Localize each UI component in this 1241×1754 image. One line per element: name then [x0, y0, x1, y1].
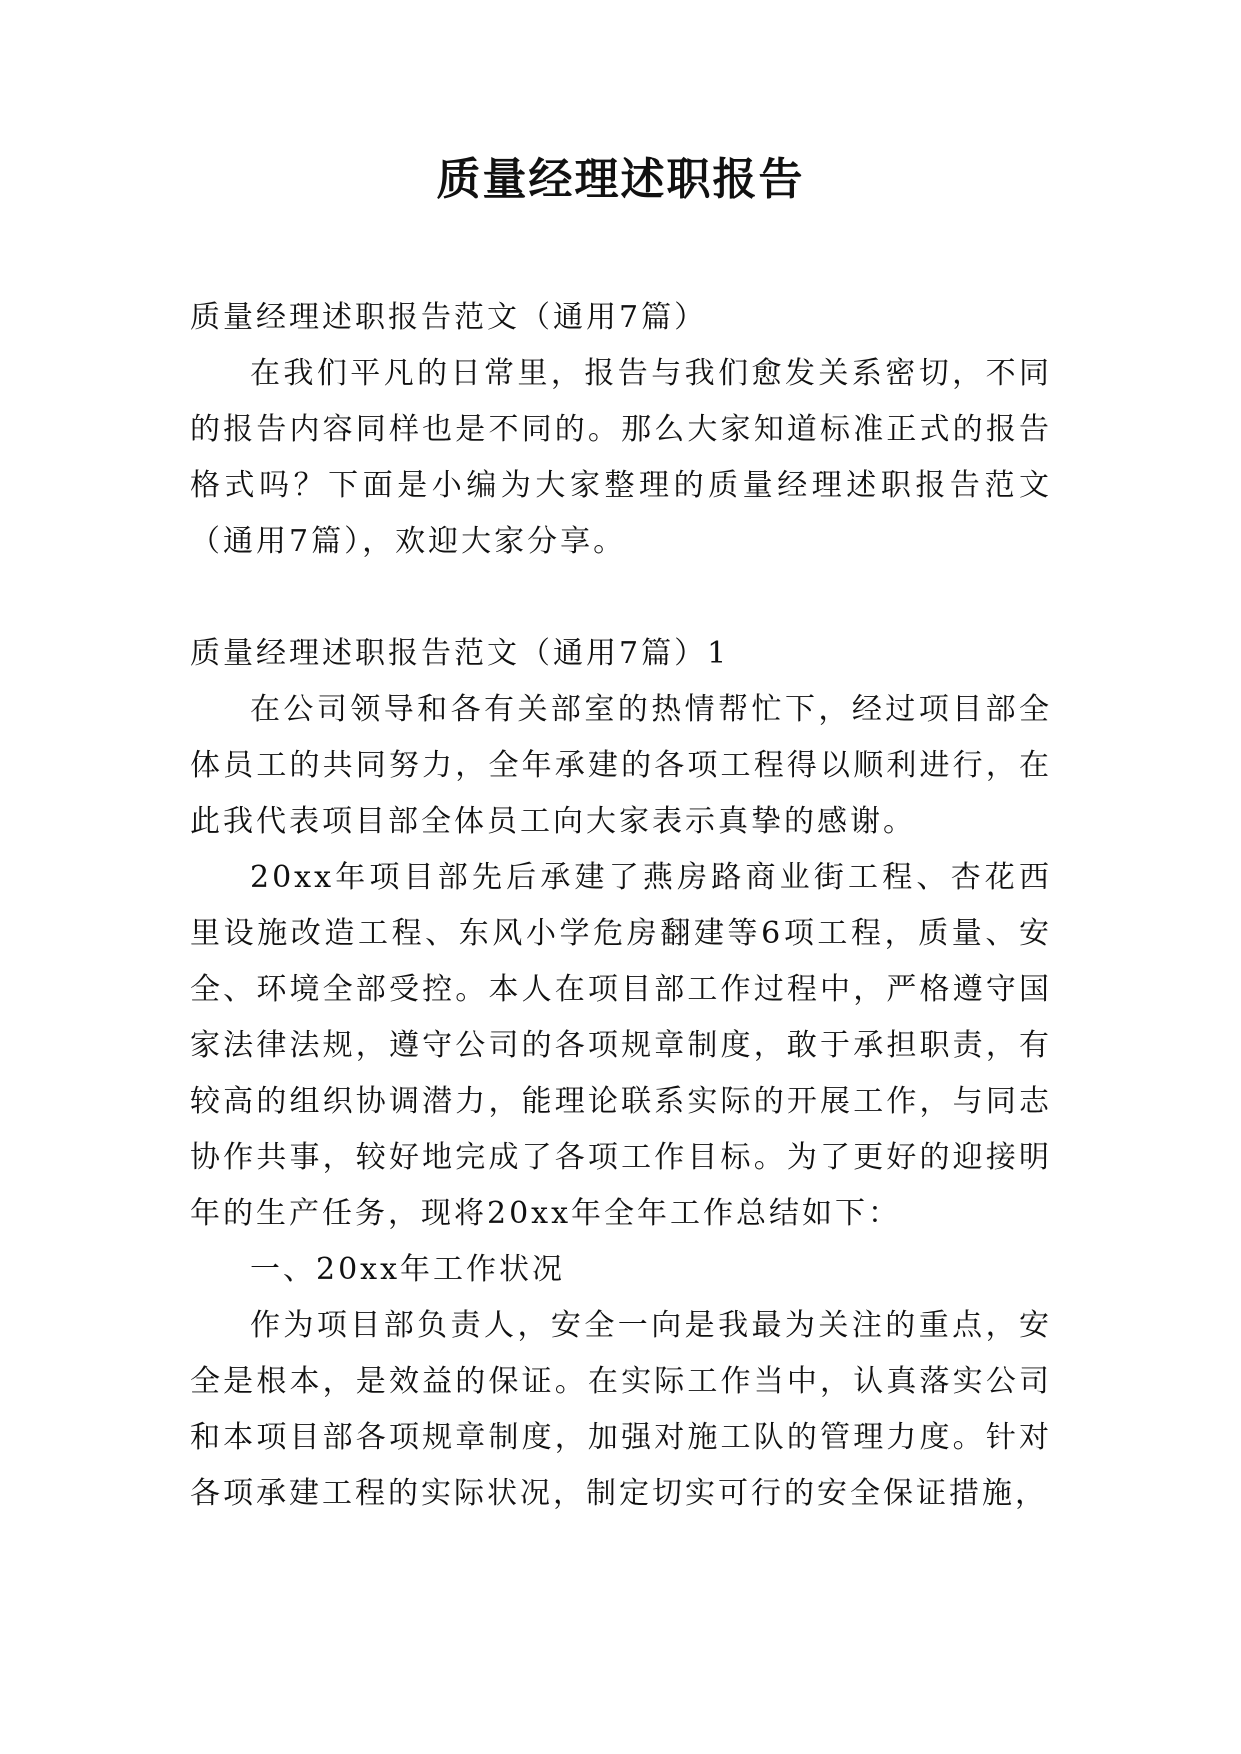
- section-subheading: 一、20xx年工作状况: [250, 1252, 566, 1287]
- document-subtitle: 质量经理述职报告范文（通用7篇）: [190, 300, 708, 335]
- body-paragraph-2: 20xx年项目部先后承建了燕房路商业街工程、杏花西里设施改造工程、东风小学危房翻建等6项工程，质量、安全、环境全部受控。本人在项目部工作过程中，严格遵守国家法律法规，遵守公司的各项规章制度，敢于承担职责，有较高的组织协调潜力，能理论联系实际的开展工作，与同志协作共事，较好地完成了各项工作目标。为了更好的迎接明年的生产任务，现将20xx年全年工作总结如下：: [190, 860, 1052, 1231]
- body-paragraph-1: 在公司领导和各有关部室的热情帮忙下，经过项目部全体员工的共同努力，全年承建的各项工程得以顺利进行，在此我代表项目部全体员工向大家表示真挚的感谢。: [190, 692, 1052, 839]
- document-title: 质量经理述职报告: [436, 154, 805, 205]
- intro-paragraph: 在我们平凡的日常里，报告与我们愈发关系密切，不同的报告内容同样也是不同的。那么大家知道标准正式的报告格式吗？下面是小编为大家整理的质量经理述职报告范文（通用7篇），欢迎大家分享。: [190, 356, 1052, 559]
- section-heading: 质量经理述职报告范文（通用7篇）1: [190, 636, 730, 671]
- paragraph-gap: [190, 570, 1052, 626]
- document-body: [190, 290, 1052, 1522]
- body-paragraph-3: 作为项目部负责人，安全一向是我最为关注的重点，安全是根本，是效益的保证。在实际工作当中，认真落实公司和本项目部各项规章制度，加强对施工队的管理力度。针对各项承建工程的实际状况，制定切实可行的安全保证措施，: [190, 1308, 1052, 1511]
